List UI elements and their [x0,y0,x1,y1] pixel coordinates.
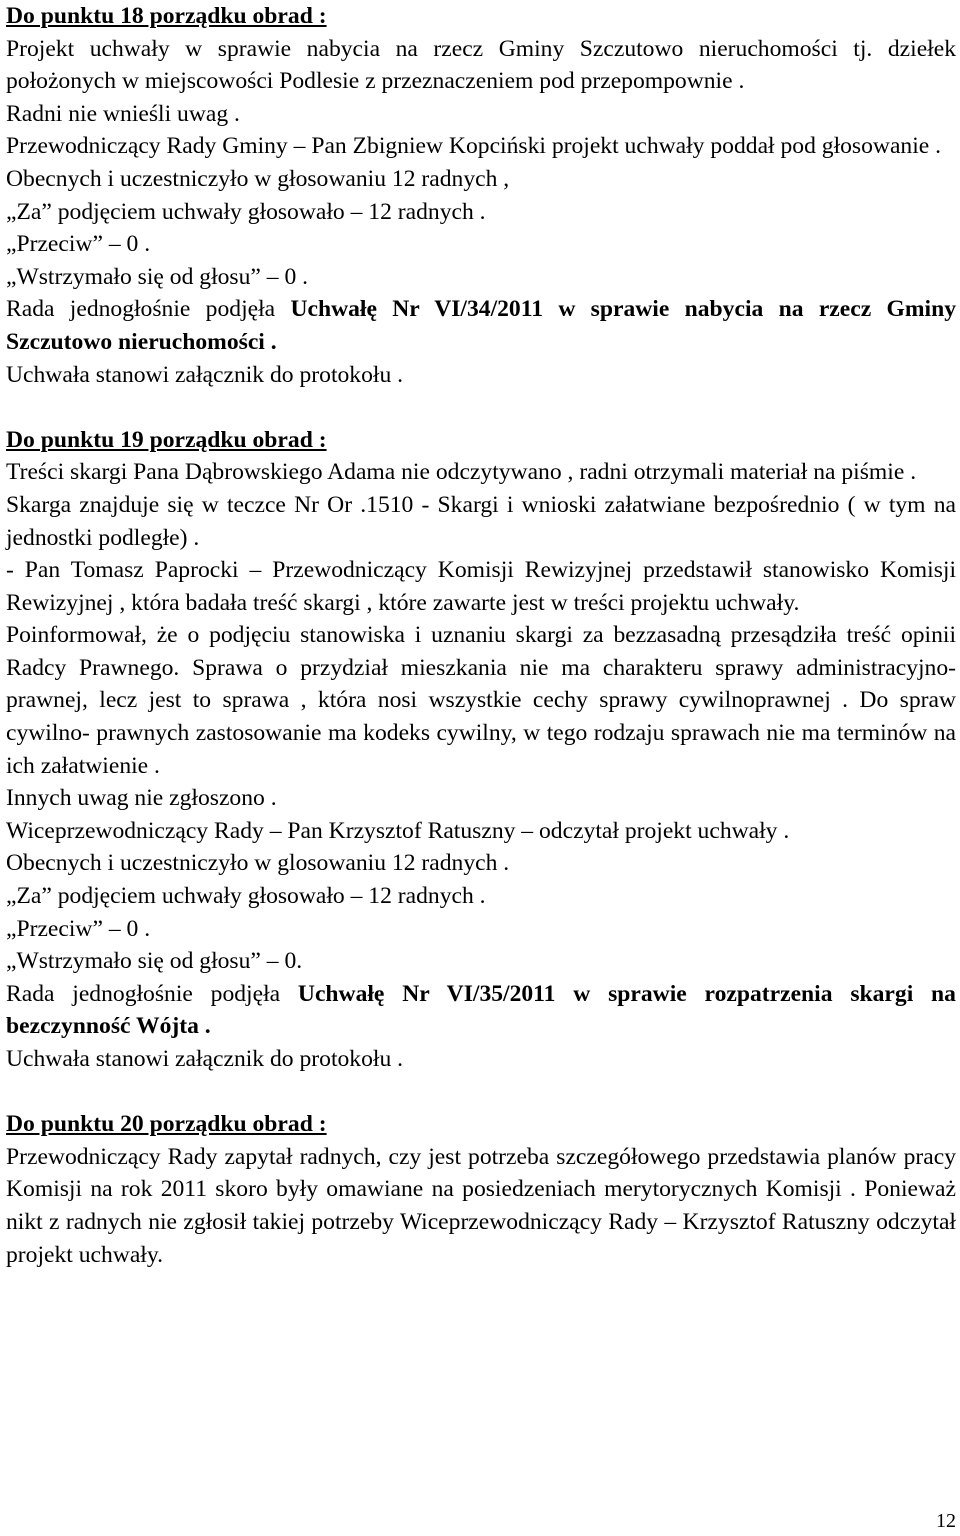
paragraph: Skarga znajduje się w teczce Nr Or .1510 - Skargi i wnioski załatwiane bezpośrednio ( w tym na jednostki podległe) . [6,491,956,551]
document-page [6,0,956,1271]
spacer [6,1076,956,1109]
resolution-title: Uchwałę Nr VI/34/2011 w sprawie nabycia na rzecz Gminy Szczutowo nieruchomości . [6,296,956,355]
vote-against-line: „Przeciw” – 0 . [6,231,151,258]
section-point-20 [6,1108,956,1271]
paragraph: Obecnych i uczestniczyło w głosowaniu 12 radnych , [6,165,510,192]
resolution-paragraph [6,978,956,1043]
resolution-intro: Rada jednogłośnie podjęła [6,980,298,1007]
paragraph: Radni nie wnieśli uwag . [6,100,240,127]
paragraph: Przewodniczący Rady zapytał radnych, czy jest potrzeba szczegółowego przedstawia planów pracy Komisji na rok 2011 skoro były omawiane na posiedzeniach merytorycznych Komisji . Ponieważ nikt z radnych nie zgłosił takiej potrzeby Wiceprzewodniczący Rady – Krzysztof Ratuszny odczytał projekt uchwały. [6,1143,956,1268]
paragraph: Innych uwag nie zgłoszono . [6,785,277,812]
paragraph: Poinformował, że o podjęciu stanowiska i uznaniu skargi za bezzasadną przesądziła treść opinii Radcy Prawnego. Sprawa o przydział mieszkania nie ma charakteru sprawy administracyjno-prawnej, lecz jest to sprawa , która nosi wszystkie cechy sprawy cywilnoprawnej . Do spraw cywilno- prawnych zastosowanie ma kodeks cywilny, w tego rodzaju sprawach nie ma terminów na ich załatwienie . [6,622,956,779]
paragraph: Obecnych i uczestniczyło w glosowaniu 12 radnych . [6,850,510,877]
resolution-title: Uchwałę Nr VI/35/2011 w sprawie rozpatrzenia skargi na bezczynność Wójta . [6,980,956,1040]
paragraph: Uchwała stanowi załącznik do protokołu . [6,361,404,388]
page-number: 12 [936,1510,956,1532]
vote-abstain-line: „Wstrzymało się od głosu” – 0 . [6,263,309,290]
section-point-18 [6,0,956,391]
resolution-paragraph [6,293,956,358]
paragraph: Uchwała stanowi załącznik do protokołu . [6,1046,404,1072]
resolution-intro: Rada jednogłośnie podjęła [6,296,291,323]
paragraph: Wiceprzewodniczący Rady – Pan Krzysztof Ratuszny – odczytał projekt uchwały . [6,817,790,844]
section-heading: Do punktu 19 porządku obrad : [6,426,327,453]
vote-for-line: „Za” podjęciem uchwały głosowało – 12 radnych . [6,883,486,910]
vote-for-line: „Za” podjęciem uchwały głosowało – 12 radnych . [6,198,486,225]
spacer [6,391,956,424]
vote-abstain-line: „Wstrzymało się od głosu” – 0. [6,948,303,975]
section-heading: Do punktu 20 porządku obrad : [6,1111,327,1138]
paragraph: Projekt uchwały w sprawie nabycia na rzecz Gminy Szczutowo nieruchomości tj. dziełek położonych w miejscowości Podlesie z przeznaczeniem pod przepompownie . [6,35,956,95]
section-point-19 [6,424,956,1076]
paragraph: Przewodniczący Rady Gminy – Pan Zbigniew Kopciński projekt uchwały poddał pod głosowanie . [6,133,942,160]
vote-against-line: „Przeciw” – 0 . [6,915,151,942]
paragraph: - Pan Tomasz Paprocki – Przewodniczący Komisji Rewizyjnej przedstawił stanowisko Komisji Rewizyjnej , która badała treść skargi , które zawarte jest w treści projektu uchwały. [6,557,956,616]
section-heading: Do punktu 18 porządku obrad : [6,3,327,29]
paragraph: Treści skargi Pana Dąbrowskiego Adama nie odczytywano , radni otrzymali materiał na piśmie . [6,459,917,486]
